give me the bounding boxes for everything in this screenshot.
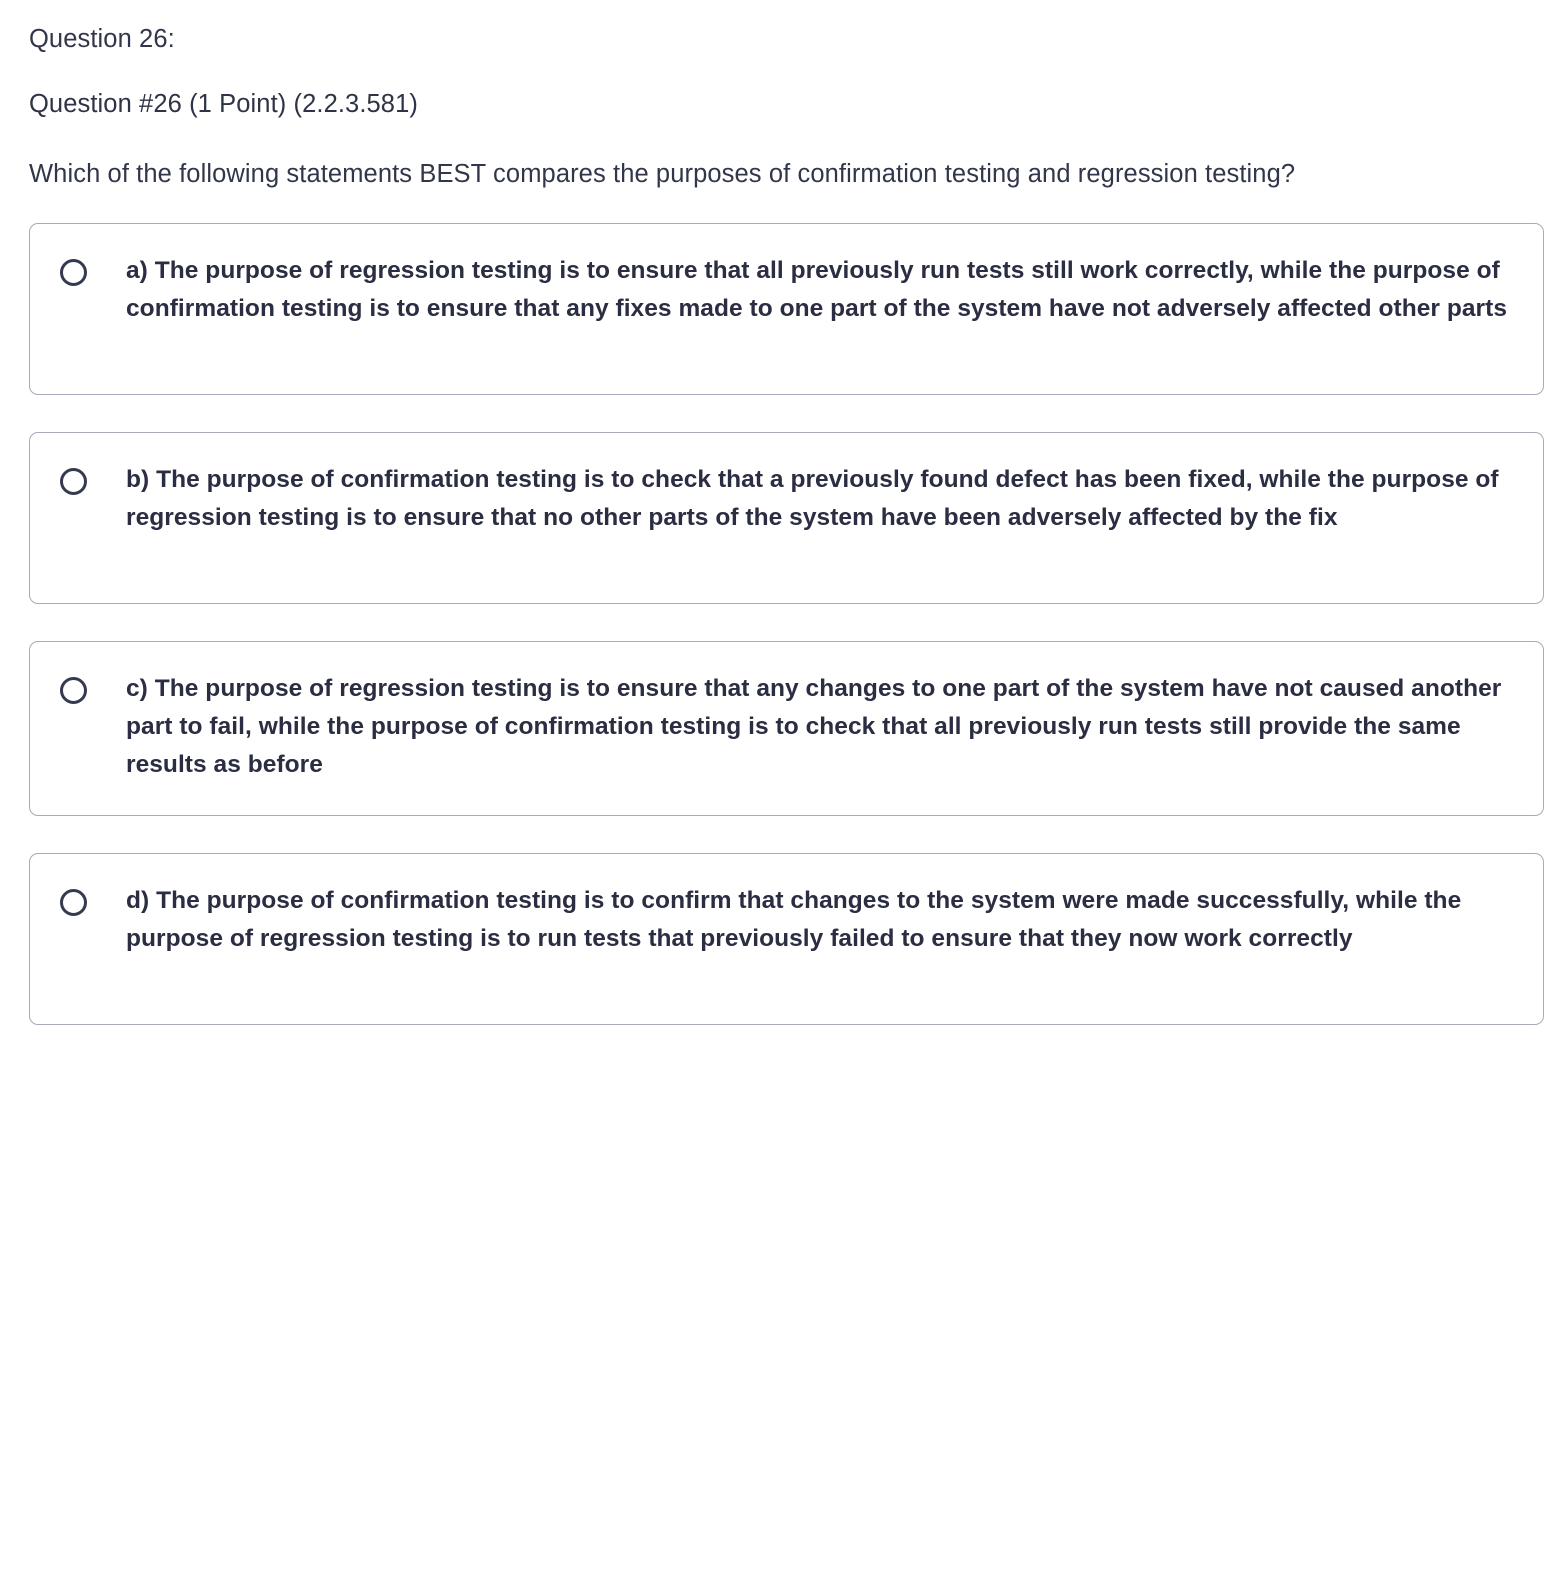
answer-option-d[interactable] <box>29 853 1544 1025</box>
answer-option-label: d) The purpose of confirmation testing is to confirm that changes to the system were made successfully, while the purpose of regression testing is to run tests that previously failed to ensure that they now work correctly <box>126 887 1462 952</box>
answer-options-list <box>29 223 1543 1025</box>
radio-wrap-c <box>57 673 89 704</box>
radio-wrap-d <box>57 885 89 916</box>
radio-button-icon[interactable] <box>60 889 87 916</box>
answer-option-label: a) The purpose of regression testing is to ensure that all previously run tests still work correctly, while the purpose of confirmation testing is to ensure that any fixes made to one part of the system have not adversely affected other parts <box>126 257 1508 322</box>
radio-button-icon[interactable] <box>60 468 87 495</box>
answer-option-label: b) The purpose of confirmation testing is to check that a previously found defect has been fixed, while the purpose of regression testing is to ensure that no other parts of the system have been adversely affected by the fix <box>126 466 1499 531</box>
answer-option-label: c) The purpose of regression testing is to ensure that any changes to one part of the system have not caused another part to fail, while the purpose of confirmation testing is to check that all previously run tests still provide the same results as before <box>126 675 1502 778</box>
answer-option-a[interactable] <box>29 223 1544 395</box>
answer-option-b[interactable] <box>29 432 1544 604</box>
answer-option-c[interactable] <box>29 641 1544 816</box>
radio-wrap-a <box>57 255 89 286</box>
radio-button-icon[interactable] <box>60 677 87 704</box>
question-meta-line: Question #26 (1 Point) (2.2.3.581) <box>29 90 418 118</box>
question-prompt: Which of the following statements BEST compares the purposes of confirmation testing and regression testing? <box>29 160 1296 188</box>
radio-wrap-b <box>57 464 89 495</box>
question-number-label: Question 26: <box>29 25 175 53</box>
radio-button-icon[interactable] <box>60 259 87 286</box>
